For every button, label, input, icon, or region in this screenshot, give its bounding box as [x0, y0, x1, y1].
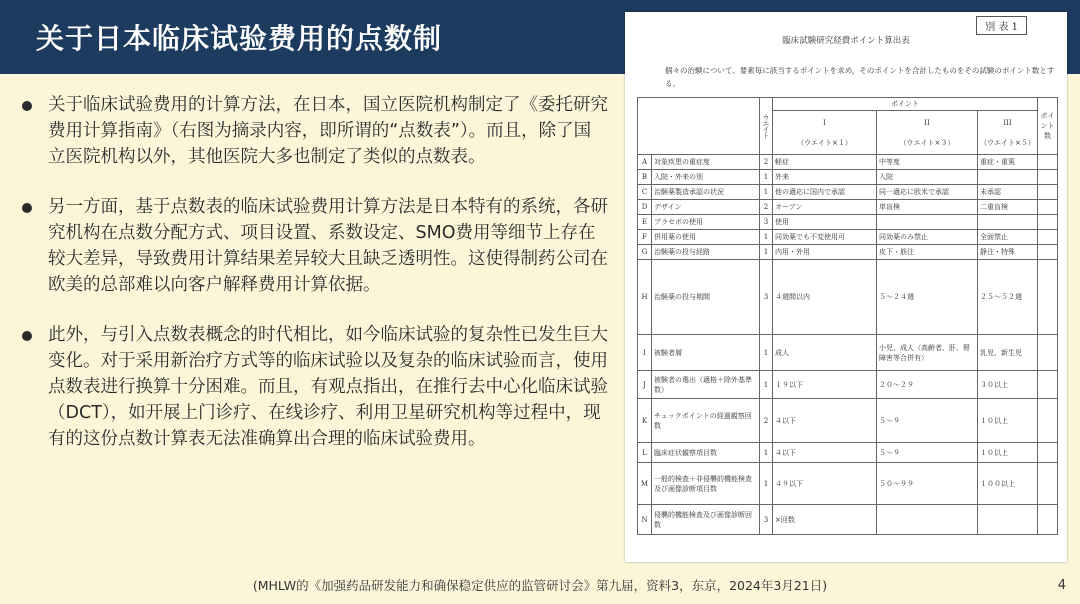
row-point-1: 他の適応に国内で承認 [773, 185, 877, 200]
row-point-1: １９以下 [773, 371, 877, 399]
row-weight: 3 [760, 260, 773, 335]
table-row [638, 260, 1058, 335]
row-item: チェックポイントの経過観察回数 [652, 399, 760, 443]
row-point-2: 小児、成人（高齢者、肝、腎障害等合併有） [877, 335, 978, 371]
row-point-1: 外来 [773, 170, 877, 185]
row-point-1: ４以下 [773, 399, 877, 443]
row-point-3: 未承認 [978, 185, 1038, 200]
row-point-count [1038, 245, 1058, 260]
row-point-2: ２０～２９ [877, 371, 978, 399]
row-letter: K [638, 399, 652, 443]
row-point-3 [978, 505, 1038, 535]
row-item: 治験薬製造承認の状況 [652, 185, 760, 200]
row-item: デザイン [652, 200, 760, 215]
row-point-3: 乳児、新生児 [978, 335, 1038, 371]
row-weight: 2 [760, 399, 773, 443]
row-point-count [1038, 260, 1058, 335]
row-weight: 2 [760, 200, 773, 215]
header-col-2: II （ウエイト×３） [877, 111, 978, 155]
header-col-1: I （ウエイト×１） [773, 111, 877, 155]
row-letter: F [638, 230, 652, 245]
table-row [638, 335, 1058, 371]
row-letter: N [638, 505, 652, 535]
row-point-3: 重症・重篤 [978, 155, 1038, 170]
table-row [638, 399, 1058, 443]
table-row [638, 245, 1058, 260]
slide-title: 关于日本临床试验费用的点数制 [36, 22, 443, 55]
table-row [638, 185, 1058, 200]
row-point-1: オープン [773, 200, 877, 215]
row-point-count [1038, 463, 1058, 505]
table-row [638, 200, 1058, 215]
row-weight: 1 [760, 463, 773, 505]
row-point-count [1038, 505, 1058, 535]
row-point-1: ×回数 [773, 505, 877, 535]
bullet-text: 此外，与引入点数表概念的时代相比，如今临床试验的复杂性已发生巨大变化。对于采用新治疗方式等的临床试验以及复杂的临床试验而言，使用点数表进行换算十分困难。而且，有观点指出，在推行去中心化临床试验（DCT），如开展上门诊疗、在线诊疗、利用卫星研究机构等过程中，现有的这份点数计算表无法准确算出合理的临床试验费用。 [48, 325, 608, 449]
point-table [637, 97, 1058, 535]
row-point-2: ５０～９９ [877, 463, 978, 505]
row-item: 対象疾患の重症度 [652, 155, 760, 170]
bullet-item [18, 92, 608, 170]
row-point-2: 入院 [877, 170, 978, 185]
row-point-1: ４９以下 [773, 463, 877, 505]
row-point-1: 使用 [773, 215, 877, 230]
row-point-2: ５～２４週 [877, 260, 978, 335]
row-point-3: 静注・特殊 [978, 245, 1038, 260]
row-point-3: ２５～５２週 [978, 260, 1038, 335]
row-letter: D [638, 200, 652, 215]
document-intro: 個々の治験について、要素毎に該当するポイントを求め，そのポイントを合計したものをその試験のポイント数とする。 [665, 66, 1055, 88]
row-letter: L [638, 443, 652, 463]
header-point-count: ポイント数 [1038, 98, 1058, 155]
row-letter: M [638, 463, 652, 505]
row-weight: 1 [760, 245, 773, 260]
row-point-3: １０以上 [978, 399, 1038, 443]
row-item: 治験薬の投与経路 [652, 245, 760, 260]
table-row [638, 505, 1058, 535]
row-item: 臨床症状観察項目数 [652, 443, 760, 463]
row-weight: 1 [760, 371, 773, 399]
row-point-1: 内用・外用 [773, 245, 877, 260]
row-point-count [1038, 443, 1058, 463]
header-blank [638, 98, 760, 155]
document-heading: 臨床試験研究経費ポイント算出表 [782, 36, 910, 46]
row-point-3 [978, 215, 1038, 230]
row-point-2: 中等度 [877, 155, 978, 170]
row-point-1: ４週間以内 [773, 260, 877, 335]
source-footer: (MHLW的《加强药品研发能力和确保稳定供应的监管研讨会》第九届，资料3，东京，2024年3月21日) [252, 578, 828, 593]
row-point-3: ３０以上 [978, 371, 1038, 399]
table-row [638, 170, 1058, 185]
table-row [638, 443, 1058, 463]
row-point-2: 皮下・筋注 [877, 245, 978, 260]
row-weight: 2 [760, 155, 773, 170]
row-point-2: 同効薬のみ禁止 [877, 230, 978, 245]
row-point-count [1038, 155, 1058, 170]
row-point-3: １００以上 [978, 463, 1038, 505]
row-point-1: 軽症 [773, 155, 877, 170]
row-item: 一般的検査＋非侵襲的機能検査及び画像診断項目数 [652, 463, 760, 505]
table-row [638, 215, 1058, 230]
bullet-text: 另一方面，基于点数表的临床试验费用计算方法是日本特有的系统，各研究机构在点数分配方式、项目设置、系数设定、SMO费用等细节上存在较大差异，导致费用计算结果差异较大且缺乏透明性。这使得制药公司在欧美的总部难以向客户解释费用计算依据。 [48, 197, 608, 295]
bullet-list [18, 92, 608, 476]
row-item: 被験者層 [652, 335, 760, 371]
header-col-3: III （ウエイト×５） [978, 111, 1038, 155]
row-letter: J [638, 371, 652, 399]
row-item: 治験薬の投与期間 [652, 260, 760, 335]
row-letter: G [638, 245, 652, 260]
row-weight: 1 [760, 170, 773, 185]
row-item: プラセボの使用 [652, 215, 760, 230]
row-point-1: ４以下 [773, 443, 877, 463]
row-weight: 3 [760, 505, 773, 535]
point-table-document [625, 12, 1067, 562]
row-letter: E [638, 215, 652, 230]
row-item: 併用薬の使用 [652, 230, 760, 245]
bullet-dot-icon [22, 203, 32, 213]
row-item: 被験者の選出（適格＋除外基準数） [652, 371, 760, 399]
row-point-2 [877, 505, 978, 535]
row-letter: A [638, 155, 652, 170]
row-point-2: ５～９ [877, 443, 978, 463]
row-point-2 [877, 215, 978, 230]
row-point-count [1038, 371, 1058, 399]
table-row [638, 230, 1058, 245]
header-points: ポイント [773, 98, 1038, 111]
document-tag: 別 表 1 [976, 16, 1027, 35]
bullet-text: 关于临床试验费用的计算方法，在日本，国立医院机构制定了《委托研究费用计算指南》（右图为摘录内容，即所谓的“点数表”）。而且，除了国立医院机构以外，其他医院大多也制定了类似的点数表。 [48, 95, 608, 167]
table-row [638, 463, 1058, 505]
table-row [638, 371, 1058, 399]
row-point-count [1038, 200, 1058, 215]
row-point-count [1038, 185, 1058, 200]
row-letter: I [638, 335, 652, 371]
row-point-2: ５～９ [877, 399, 978, 443]
row-point-count [1038, 170, 1058, 185]
row-point-count [1038, 215, 1058, 230]
row-point-3: 全面禁止 [978, 230, 1038, 245]
row-point-3: 二重盲検 [978, 200, 1038, 215]
bullet-dot-icon [22, 101, 32, 111]
page-number: 4 [1057, 578, 1066, 593]
table-row [638, 155, 1058, 170]
row-weight: 1 [760, 335, 773, 371]
bullet-dot-icon [22, 331, 32, 341]
row-letter: C [638, 185, 652, 200]
row-weight: 3 [760, 215, 773, 230]
row-weight: 1 [760, 443, 773, 463]
row-point-count [1038, 230, 1058, 245]
row-letter: H [638, 260, 652, 335]
row-point-2: 単盲検 [877, 200, 978, 215]
row-item: 入院・外来の別 [652, 170, 760, 185]
row-point-count [1038, 335, 1058, 371]
row-letter: B [638, 170, 652, 185]
row-point-2: 同一適応に欧米で承認 [877, 185, 978, 200]
header-weight: ウエイト [760, 98, 773, 155]
bullet-item [18, 194, 608, 298]
row-item: 侵襲的機能検査及び画像診断回数 [652, 505, 760, 535]
row-weight: 1 [760, 185, 773, 200]
row-point-1: 同効薬でも不変使用可 [773, 230, 877, 245]
row-point-1: 成人 [773, 335, 877, 371]
bullet-item [18, 322, 608, 452]
row-point-count [1038, 399, 1058, 443]
row-point-3: １０以上 [978, 443, 1038, 463]
row-weight: 1 [760, 230, 773, 245]
row-point-3 [978, 170, 1038, 185]
